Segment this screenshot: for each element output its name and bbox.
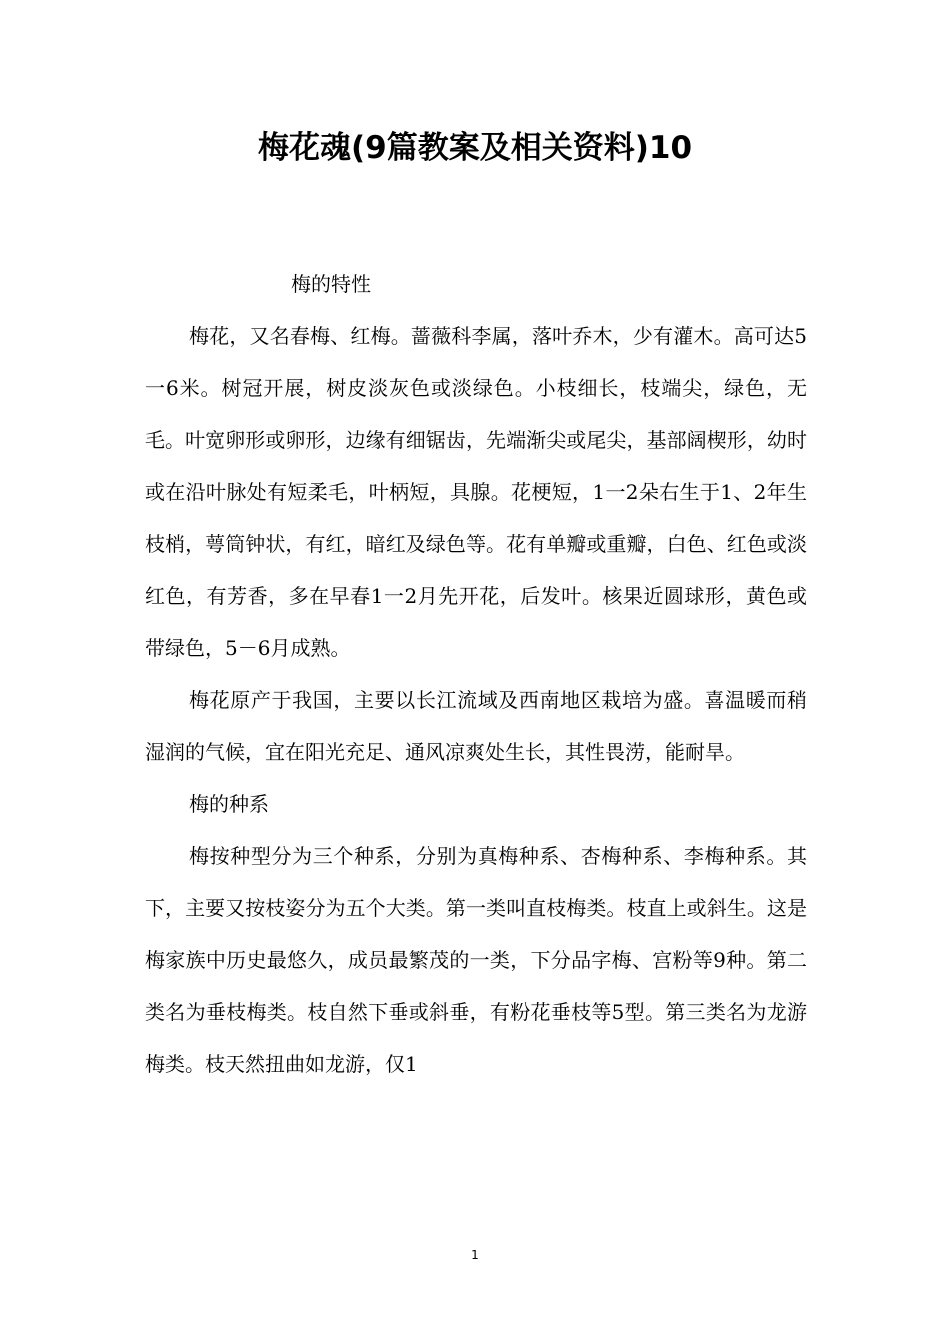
document-title: 梅花魂(9篇教案及相关资料)10 xyxy=(257,130,693,166)
page-number: 1 xyxy=(471,1248,479,1262)
section-heading-characteristics: 梅的特性 xyxy=(291,272,371,296)
paragraph-origin: 梅花原产于我国，主要以长江流域及西南地区栽培为盛。喜温暖而稍湿润的气候，宜在阳光充足、通风凉爽处生长，其性畏涝，能耐旱。 xyxy=(145,688,807,764)
paragraph-description: 梅花，又名春梅、红梅。蔷薇科李属，落叶乔木，少有灌木。高可达5一6米。树冠开展，树皮淡灰色或淡绿色。小枝细长，枝端尖，绿色，无毛。叶宽卵形或卵形，边缘有细锯齿，先端渐尖或尾尖，基部阔楔形，幼时或在沿叶脉处有短柔毛，叶柄短，具腺。花梗短，1一2朵右生于1、2年生枝梢，萼筒钟状，有红，暗红及绿色等。花有单瓣或重瓣，白色、红色或淡红色，有芳香，多在早春1一2月先开花，后发叶。核果近圆球形，黄色或带绿色，5－6月成熟。 xyxy=(145,324,807,660)
document-body xyxy=(145,258,807,1090)
paragraph-varieties: 梅按种型分为三个种系，分别为真梅种系、杏梅种系、李梅种系。其下，主要又按枝姿分为五个大类。第一类叫直枝梅类。枝直上或斜生。这是梅家族中历史最悠久，成员最繁茂的一类，下分品字梅、宫粉等9种。第二类名为垂枝梅类。枝自然下垂或斜垂，有粉花垂枝等5型。第三类名为龙游梅类。枝天然扭曲如龙游，仅1 xyxy=(145,844,807,1076)
section-heading-varieties: 梅的种系 xyxy=(189,792,269,816)
